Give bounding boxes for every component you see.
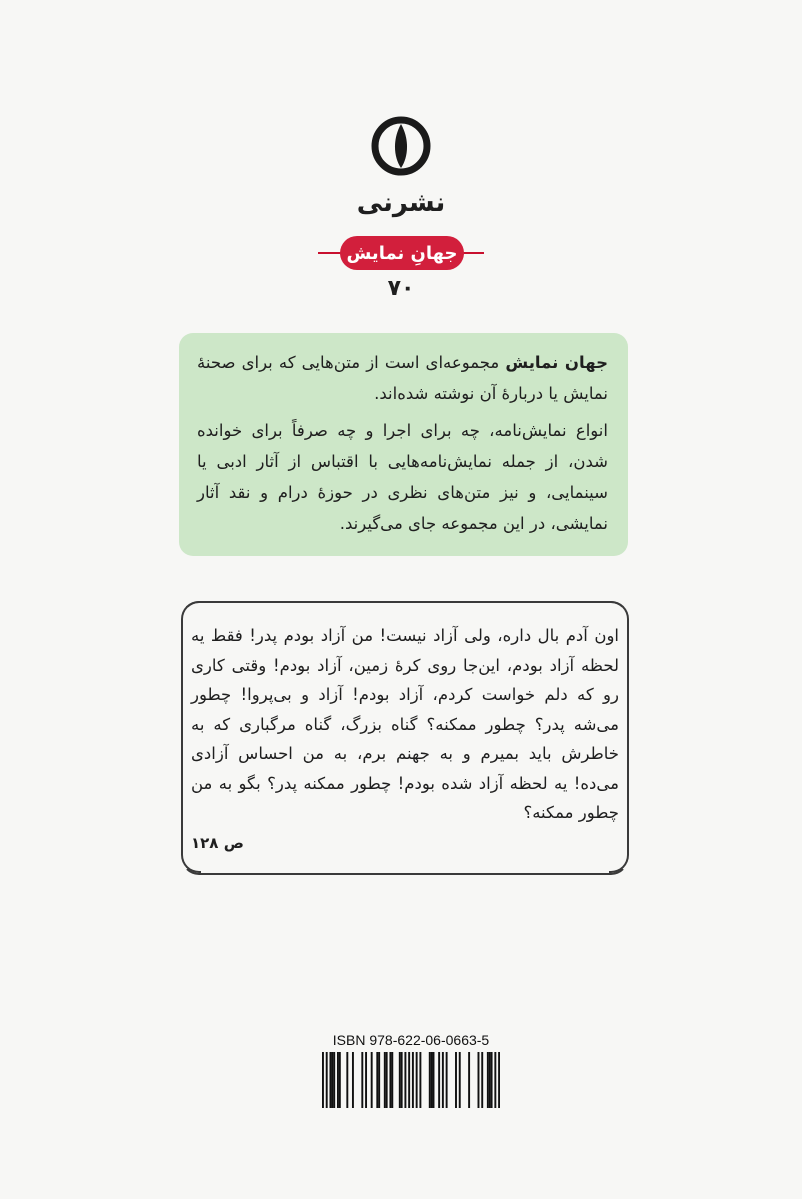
barcode-bar (446, 1052, 448, 1108)
barcode-bar (331, 1052, 333, 1108)
barcode-bar (329, 1052, 331, 1108)
barcode-bar (431, 1052, 433, 1108)
barcode-bar (412, 1052, 414, 1108)
barcode-bar (361, 1052, 363, 1108)
barcode-bar (352, 1052, 354, 1108)
excerpt-page-reference: ص ۱۲۸ (191, 833, 244, 852)
barcode-bar (326, 1052, 328, 1108)
barcode-bar (433, 1052, 435, 1108)
series-divider-right (462, 252, 484, 254)
barcode-bar (384, 1052, 386, 1108)
barcode-bar (478, 1052, 480, 1108)
barcode-bar (494, 1052, 496, 1108)
barcode-bar (408, 1052, 410, 1108)
barcode-bar (429, 1052, 431, 1108)
description-paragraph-1 (197, 347, 608, 409)
series-name: جهانِ نمایش (346, 242, 458, 264)
barcode-bar (399, 1052, 401, 1108)
barcode-bar (389, 1052, 391, 1108)
barcode-bar (455, 1052, 457, 1108)
barcode-bar (491, 1052, 493, 1108)
barcode-bar (459, 1052, 461, 1108)
barcode-bar (401, 1052, 403, 1108)
barcode-bar (498, 1052, 500, 1108)
barcode-bar (489, 1052, 491, 1108)
barcode-bar (339, 1052, 341, 1108)
nashr-ney-logo-icon (369, 114, 433, 194)
description-title: جهان نمایش (505, 353, 608, 372)
barcode-bar (487, 1052, 489, 1108)
barcode-bar (365, 1052, 367, 1108)
barcode-bar (322, 1052, 324, 1108)
publisher-name: نشرنی (356, 188, 446, 218)
series-badge (340, 236, 464, 270)
isbn-label: ISBN 978-622-06-0663-5 (332, 1032, 490, 1048)
barcode-bar (371, 1052, 373, 1108)
description-paragraph-2: انواع نمایش‌نامه، چه برای اجرا و چه صرفاً برای خوانده شدن، از جمله نمایش‌نامه‌هایی با اقتباس از آثار ادبی یا سینمایی، و نیز متن‌های نظری در حوزهٔ درام و نقد آثار نمایشی، در این مجموعه جای می‌گیرند. (197, 421, 608, 533)
series-divider-left (318, 252, 342, 254)
barcode-bar (404, 1052, 406, 1108)
series-number: ۷۰ (387, 276, 415, 301)
barcode-bar (442, 1052, 444, 1108)
series-description-box (179, 333, 628, 556)
barcode-bar (337, 1052, 339, 1108)
barcode-bar (416, 1052, 418, 1108)
barcode-bar (386, 1052, 388, 1108)
barcode-bar (376, 1052, 378, 1108)
barcode-bar (481, 1052, 483, 1108)
barcode-bar (438, 1052, 440, 1108)
barcode-bar (333, 1052, 335, 1108)
isbn-barcode (322, 1052, 500, 1108)
barcode-bar (468, 1052, 470, 1108)
barcode-bar (391, 1052, 393, 1108)
barcode-bar (419, 1052, 421, 1108)
barcode-bar (346, 1052, 348, 1108)
description-sentence-1: مجموعه‌ای است از متن‌هایی که برای صحنهٔ نمایش یا دربارهٔ آن نوشته شده‌اند. (197, 353, 608, 403)
barcode-bar (378, 1052, 380, 1108)
excerpt-text: اون آدم بال داره، ولی آزاد نیست! من آزاد بودم پدر! فقط یه لحظه آزاد بودم، این‌جا روی کرهٔ زمین، آزاد بودم! وقتی کاری رو که دلم خواست کردم، آزاد بودم! آزاد و بی‌پروا! چطور می‌شه پدر؟ چطور ممکنه؟ گناه بزرگ، گناه مرگباری که به خاطرش باید بمیرم و به جهنم برم، به من احساس آزادی می‌ده! یه لحظه آزاد شده بودم! چطور ممکنه پدر؟ بگو به من چطور ممکنه؟ (191, 626, 619, 822)
excerpt-quote-box (181, 601, 629, 875)
